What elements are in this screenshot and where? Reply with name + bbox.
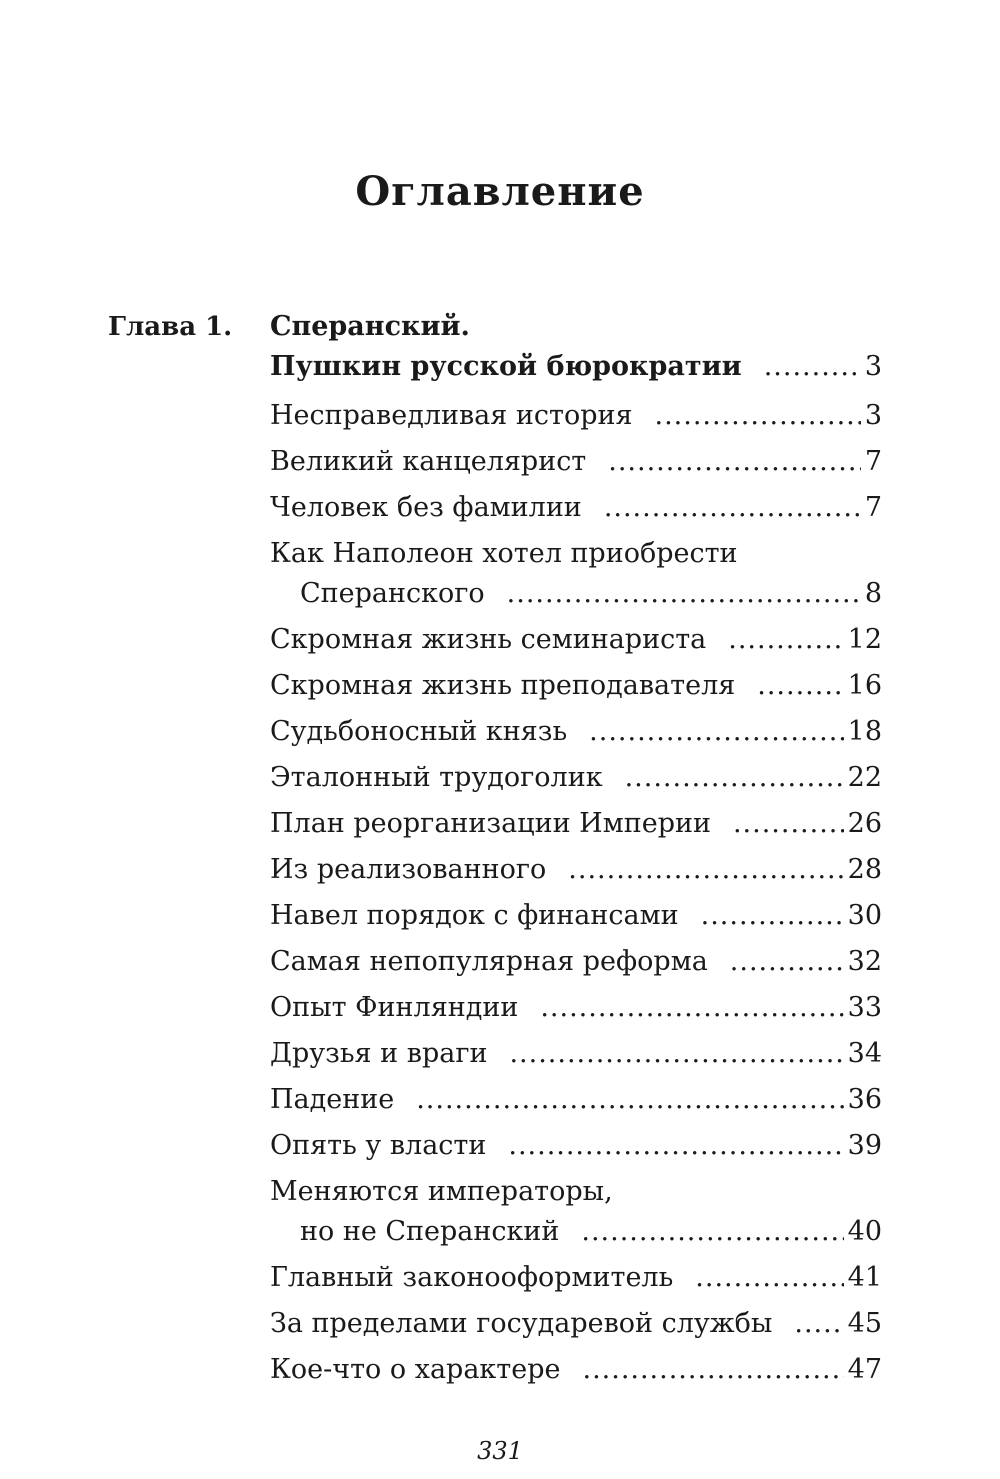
- toc-entry-text: Скромная жизнь преподавателя: [270, 670, 736, 701]
- chapter-title-line1: Сперанский.: [270, 311, 470, 342]
- leader-dots: [568, 850, 843, 890]
- page-folio: 331: [477, 1437, 523, 1465]
- toc-entry-text: Самая непопулярная реформа: [270, 946, 708, 977]
- toc-entry[interactable]: [270, 942, 882, 982]
- leader-dots: [757, 666, 843, 706]
- page-number: 22: [847, 762, 882, 793]
- toc-entry[interactable]: [270, 1034, 882, 1074]
- page-title: Оглавление: [355, 168, 645, 215]
- toc-entry-text: Великий канцелярист: [270, 446, 587, 477]
- toc-entry-text-line2: Сперанского: [300, 578, 485, 609]
- toc-entry-text: Опять у власти: [270, 1130, 487, 1161]
- page-number: 16: [847, 670, 882, 701]
- leader-dots: [589, 712, 843, 752]
- toc-entry-text-line2: но не Сперанский: [300, 1216, 560, 1247]
- toc-entry[interactable]: [270, 712, 882, 752]
- toc-entry-text: За пределами государевой службы: [270, 1308, 773, 1339]
- page-number: 18: [847, 716, 882, 747]
- page-number: 8: [864, 578, 882, 609]
- toc-entry[interactable]: [270, 804, 882, 844]
- leader-dots: [608, 442, 861, 482]
- page-number: 39: [847, 1130, 882, 1161]
- page-number: 45: [847, 1308, 882, 1339]
- page-number: 36: [847, 1084, 882, 1115]
- leader-dots: [730, 942, 844, 982]
- toc-entry[interactable]: [270, 1126, 882, 1166]
- toc-entry[interactable]: [270, 488, 882, 528]
- toc-entry-text: Главный законооформитель: [270, 1262, 674, 1293]
- leader-dots: [604, 488, 861, 528]
- page-number: 7: [864, 492, 882, 523]
- page-number: 41: [847, 1262, 882, 1293]
- toc-entry[interactable]: [270, 396, 882, 436]
- leader-dots: [582, 1350, 843, 1390]
- chapter-label: Глава 1.: [108, 312, 233, 342]
- toc-entry[interactable]: [270, 1258, 882, 1298]
- page-number: 3: [864, 351, 882, 382]
- leader-dots: [794, 1304, 843, 1344]
- toc-entry-text: Друзья и враги: [270, 1038, 488, 1069]
- page-number: 40: [847, 1216, 882, 1247]
- page-number: 26: [847, 808, 882, 839]
- page-number: 12: [847, 624, 882, 655]
- chapter-title-entry[interactable]: [270, 307, 882, 387]
- toc-entry[interactable]: [270, 896, 882, 936]
- toc-entry-text: Падение: [270, 1084, 395, 1115]
- page-number: 30: [847, 900, 882, 931]
- toc-entry-text: Навел порядок с финансами: [270, 900, 679, 931]
- toc-entry[interactable]: [270, 988, 882, 1028]
- toc-entry[interactable]: [270, 620, 882, 660]
- page-number: 33: [847, 992, 882, 1023]
- leader-dots: [733, 804, 844, 844]
- toc-entry-text: Опыт Финляндии: [270, 992, 519, 1023]
- leader-dots: [695, 1258, 843, 1298]
- leader-dots: [540, 988, 843, 1028]
- toc-entry[interactable]: [270, 1172, 882, 1252]
- page-number: 32: [847, 946, 882, 977]
- page-number: 28: [847, 854, 882, 885]
- toc-entry-text: Несправедливая история: [270, 400, 633, 431]
- toc-entry-text: Эталонный трудоголик: [270, 762, 603, 793]
- toc-entry[interactable]: [270, 1304, 882, 1344]
- toc-entry[interactable]: [270, 758, 882, 798]
- leader-dots: [764, 347, 861, 387]
- leader-dots: [655, 396, 861, 436]
- toc-entry-text-line1: Меняются императоры,: [270, 1176, 613, 1207]
- leader-dots: [508, 1126, 843, 1166]
- toc-entry[interactable]: [270, 850, 882, 890]
- page-number: 3: [864, 400, 882, 431]
- page-number: 47: [847, 1354, 882, 1385]
- toc-entry-text: Из реализованного: [270, 854, 547, 885]
- chapter-title-line2: Пушкин русской бюрократии: [270, 351, 742, 382]
- leader-dots: [701, 896, 844, 936]
- toc-entry[interactable]: [270, 1350, 882, 1390]
- toc-entry[interactable]: [270, 534, 882, 614]
- toc-entry[interactable]: [270, 1080, 882, 1120]
- leader-dots: [507, 574, 861, 614]
- toc-entry[interactable]: [270, 442, 882, 482]
- page-number: 34: [847, 1038, 882, 1069]
- toc-entry-text: Скромная жизнь семинариста: [270, 624, 707, 655]
- toc-entry[interactable]: [270, 666, 882, 706]
- toc-entry-text: Судьбоносный князь: [270, 716, 568, 747]
- toc-entry-text-line1: Как Наполеон хотел приобрести: [270, 538, 738, 569]
- leader-dots: [625, 758, 844, 798]
- leader-dots: [509, 1034, 843, 1074]
- toc-entry-text: Кое-что о характере: [270, 1354, 561, 1385]
- page-number: 7: [864, 446, 882, 477]
- leader-dots: [581, 1212, 843, 1252]
- toc-entry-text: План реорганизации Империи: [270, 808, 711, 839]
- toc-entry-text: Человек без фамилии: [270, 492, 582, 523]
- leader-dots: [728, 620, 843, 660]
- leader-dots: [416, 1080, 843, 1120]
